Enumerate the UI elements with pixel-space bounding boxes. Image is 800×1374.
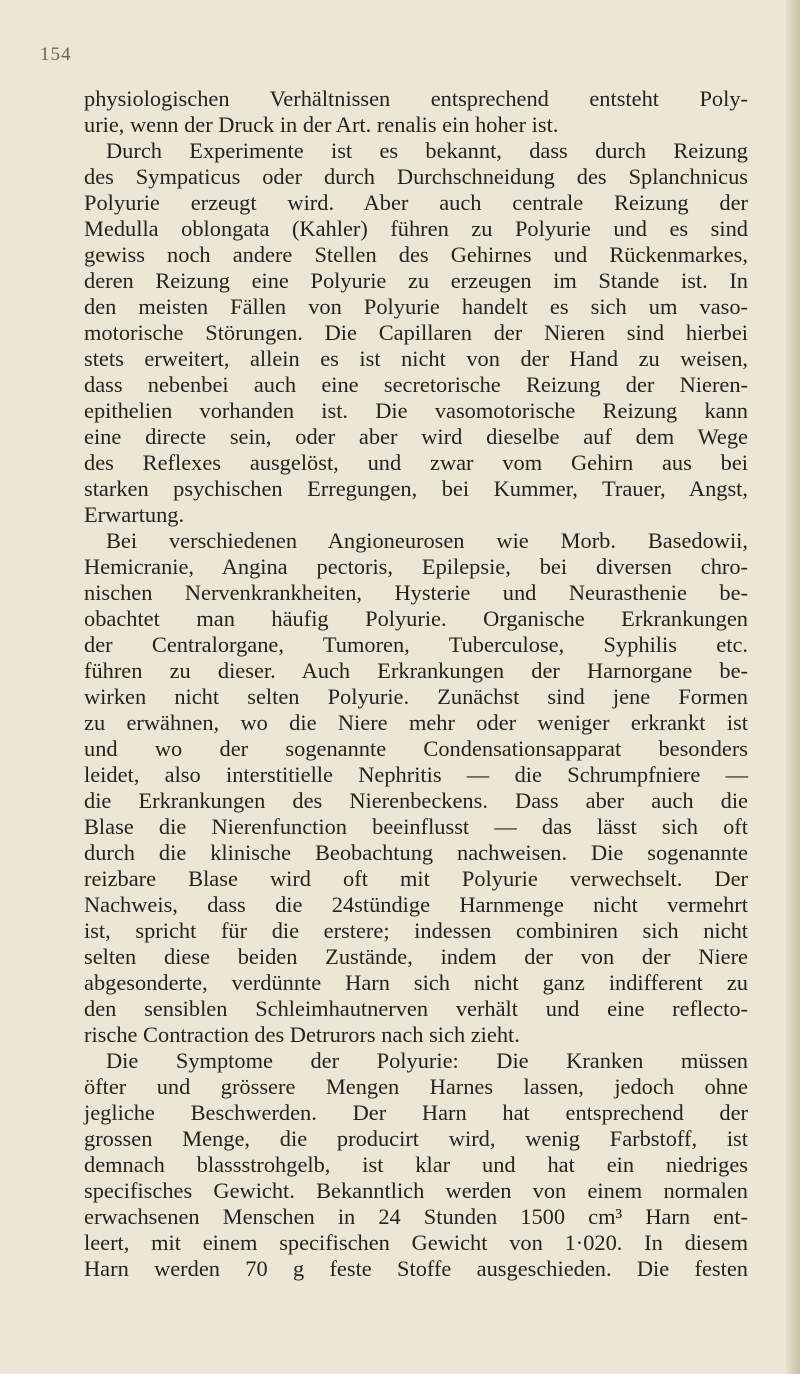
text-line: dass nebenbei auch eine secretorische Reizung der Nieren- — [84, 372, 748, 397]
text-line: öfter und grössere Mengen Harnes lassen, jedoch ohne — [84, 1074, 748, 1099]
text-line: erwachsenen Menschen in 24 Stunden 1500 cm³ Harn ent- — [84, 1204, 748, 1229]
text-line: Blase die Nierenfunction beeinflusst — das lässt sich oft — [84, 814, 748, 839]
text-line: Harn werden 70 g feste Stoffe ausgeschieden. Die festen — [84, 1256, 748, 1281]
text-line: Nachweis, dass die 24stündige Harnmenge nicht vermehrt — [84, 892, 748, 917]
text-line: Polyurie erzeugt wird. Aber auch centrale Reizung der — [84, 190, 748, 215]
text-line: den sensiblen Schleimhautnerven verhält und eine reflecto- — [84, 996, 748, 1021]
text-line: deren Reizung eine Polyurie zu erzeugen im Stande ist. In — [84, 268, 748, 293]
text-line: motorische Störungen. Die Capillaren der Nieren sind hierbei — [84, 320, 748, 345]
text-line: urie, wenn der Druck in der Art. renalis ein hoher ist. — [84, 112, 559, 137]
text-line: und wo der sogenannte Condensationsapparat besonders — [84, 736, 748, 761]
text-line: die Erkrankungen des Nierenbeckens. Dass aber auch die — [84, 788, 748, 813]
text-line: Medulla oblongata (Kahler) führen zu Polyurie und es sind — [84, 216, 748, 241]
text-line: Hemicranie, Angina pectoris, Epilepsie, bei diversen chro- — [84, 554, 748, 579]
text-line: epithelien vorhanden ist. Die vasomotorische Reizung kann — [84, 398, 748, 423]
text-line: jegliche Beschwerden. Der Harn hat entsprechend der — [84, 1100, 748, 1125]
text-line: obachtet man häufig Polyurie. Organische Erkrankungen — [84, 606, 748, 631]
page-number: 154 — [40, 44, 72, 65]
text-line: reizbare Blase wird oft mit Polyurie verwechselt. Der — [84, 866, 748, 891]
text-line: stets erweitert, allein es ist nicht von der Hand zu weisen, — [84, 346, 748, 371]
text-line: ist, spricht für die erstere; indessen combiniren sich nicht — [84, 918, 748, 943]
text-line: der Centralorgane, Tumoren, Tuberculose, Syphilis etc. — [84, 632, 748, 657]
text-line: specifisches Gewicht. Bekanntlich werden von einem normalen — [84, 1178, 748, 1203]
text-line: abgesonderte, verdünnte Harn sich nicht ganz indifferent zu — [84, 970, 748, 995]
text-line: leidet, also interstitielle Nephritis — die Schrumpfniere — — [84, 762, 748, 787]
text-line: gewiss noch andere Stellen des Gehirnes und Rückenmarkes, — [84, 242, 748, 267]
text-line: Die Symptome der Polyurie: Die Kranken müssen — [106, 1048, 748, 1073]
text-line: Bei verschiedenen Angioneurosen wie Morb. Basedowii, — [106, 528, 748, 553]
text-line: nischen Nervenkrankheiten, Hysterie und Neurasthenie be- — [84, 580, 748, 605]
text-line: führen zu dieser. Auch Erkrankungen der Harnorgane be- — [84, 658, 748, 683]
text-line: demnach blassstrohgelb, ist klar und hat ein niedriges — [84, 1152, 748, 1177]
text-line: Erwartung. — [84, 502, 185, 527]
text-line: rische Contraction des Detrurors nach sich zieht. — [84, 1022, 520, 1047]
text-line: selten diese beiden Zustände, indem der von der Niere — [84, 944, 748, 969]
text-line: eine directe sein, oder aber wird dieselbe auf dem Wege — [84, 424, 748, 449]
text-line: physiologischen Verhältnissen entsprechend entsteht Poly- — [84, 86, 748, 111]
text-line: grossen Menge, die producirt wird, wenig Farbstoff, ist — [84, 1126, 748, 1151]
text-line: Durch Experimente ist es bekannt, dass durch Reizung — [106, 138, 748, 163]
text-line: starken psychischen Erregungen, bei Kummer, Trauer, Angst, — [84, 476, 748, 501]
body-text — [84, 86, 748, 1282]
text-line: des Sympaticus oder durch Durchschneidung des Splanchnicus — [84, 164, 748, 189]
page-edge-shadow — [786, 0, 800, 1374]
text-line: durch die klinische Beobachtung nachweisen. Die sogenannte — [84, 840, 748, 865]
text-line: des Reflexes ausgelöst, und zwar vom Gehirn aus bei — [84, 450, 748, 475]
text-line: den meisten Fällen von Polyurie handelt es sich um vaso- — [84, 294, 748, 319]
text-line: wirken nicht selten Polyurie. Zunächst sind jene Formen — [84, 684, 748, 709]
text-line: zu erwähnen, wo die Niere mehr oder weniger erkrankt ist — [84, 710, 748, 735]
text-line: leert, mit einem specifischen Gewicht von 1·020. In diesem — [84, 1230, 748, 1255]
